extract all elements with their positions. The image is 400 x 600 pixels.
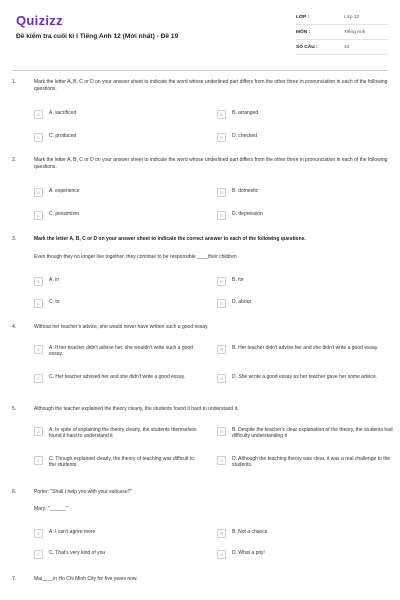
question-5 (12, 406, 393, 481)
option-text: D. What a pity! (232, 550, 265, 556)
option-letter-box: B (217, 529, 226, 538)
option-letter-box: D (217, 211, 226, 220)
option-d[interactable] (217, 456, 397, 468)
option-text: C. Though explained clearly, the theory of teaching was difficult to the students. (49, 456, 195, 468)
question-number: 7. (12, 576, 17, 582)
option-text: A. sacrificed (49, 110, 77, 116)
question-subtext: Even though they no longer live together, they continue to be responsible ____their children (34, 254, 237, 260)
option-c[interactable] (34, 299, 199, 308)
option-text: A. I can't agree more (49, 529, 96, 535)
option-text: B. Despite the teacher's clear explanation of the theory, the students had difficulty understanding it (232, 427, 393, 439)
meta-table (296, 10, 388, 55)
option-text: D. Although the teaching theory was clear, it was a real challenge to the students. (232, 456, 391, 468)
question-number: 1. (12, 79, 17, 85)
option-text: A. in (49, 277, 60, 283)
option-text: B. domestic (232, 188, 259, 194)
question-text: Mark the letter A, B, C or D on your answer sheet to indicate the correct answer to each of the following questions. (34, 236, 306, 242)
option-text: C. That's very kind of you (49, 550, 106, 556)
header-divider (12, 70, 388, 71)
question-number: 6. (12, 489, 17, 495)
option-letter-box: A (34, 345, 43, 354)
question-text: Mark the letter A, B, C or D on your answer sheet to indicate the word whose underlined part differs from the other three in pronunciation in each of the following questions. (34, 79, 388, 93)
question-text: Without her teacher's advice, she would never have written such a good essay. (34, 324, 209, 330)
option-letter-box: C (34, 211, 43, 220)
option-text: D. about (232, 299, 251, 305)
quizizz-logo: Quizizz (16, 13, 63, 28)
question-text: Porter: "Shall I help you with your suitcase?" (34, 489, 133, 495)
option-text: B. Not a chance (232, 529, 268, 535)
meta-value: 40 (344, 44, 350, 50)
meta-row-subject (296, 25, 388, 40)
option-text: C. to (49, 299, 60, 305)
option-text: B. arranged (232, 110, 259, 116)
question-text: Mark the letter A, B, C or D on your answer sheet to indicate the word whose underlined part differs from the other three in pronunciation in each of the following questions. (34, 157, 388, 171)
meta-key: MÔN : (296, 29, 311, 35)
option-a[interactable] (34, 529, 199, 538)
option-letter-box: C (34, 299, 43, 308)
option-text: C. produced (49, 133, 77, 139)
document-title: Đề kiểm tra cuối kì I Tiếng Anh 12 (Mới nhất) - Đề 19 (16, 33, 179, 40)
option-d[interactable] (217, 299, 397, 308)
option-letter-box: A (34, 529, 43, 538)
option-letter-box: C (34, 374, 43, 383)
option-text: B. Her teacher didn't advise her and she didn't write a good essay. (232, 345, 379, 351)
option-text: C. Her teacher advised her and she didn't write a good essay. (49, 374, 186, 380)
option-a[interactable] (34, 277, 199, 286)
option-letter-box: A (34, 110, 43, 119)
option-a[interactable] (34, 427, 199, 439)
question-7 (12, 576, 388, 596)
option-c[interactable] (34, 133, 199, 142)
option-letter-box: A (34, 188, 43, 197)
option-c[interactable] (34, 374, 199, 383)
option-c[interactable] (34, 550, 199, 559)
option-letter-box: A (34, 277, 43, 286)
option-letter-box: D (217, 374, 226, 383)
option-d[interactable] (217, 550, 397, 559)
question-text: Although the teacher explained the theory clearly, the students found it hard to understand it. (34, 406, 239, 412)
option-d[interactable] (217, 133, 397, 142)
meta-value: Lớp 12 (344, 14, 360, 20)
meta-value: Tiếng Anh (344, 29, 366, 35)
option-letter-box: D (217, 550, 226, 559)
option-letter-box: B (217, 277, 226, 286)
option-a[interactable] (34, 110, 199, 119)
option-letter-box: D (217, 133, 226, 142)
option-d[interactable] (217, 211, 397, 220)
option-c[interactable] (34, 211, 199, 220)
option-letter-box: C (34, 456, 43, 465)
option-text: C. pessimism (49, 211, 80, 217)
question-number: 2. (12, 157, 17, 163)
question-6 (12, 489, 388, 564)
option-c[interactable] (34, 456, 199, 468)
option-b[interactable] (217, 529, 397, 538)
meta-key: LỚP : (296, 14, 310, 20)
option-text: B. for (232, 277, 244, 283)
option-letter-box: B (217, 188, 226, 197)
option-b[interactable] (217, 110, 397, 119)
option-b[interactable] (217, 345, 397, 354)
meta-row-count (296, 40, 388, 55)
question-2 (12, 157, 388, 227)
option-letter-box: D (217, 299, 226, 308)
question-number: 4. (12, 324, 17, 330)
option-b[interactable] (217, 188, 397, 197)
option-text: D. She wrote a good essay as her teacher gave her some advice. (232, 374, 378, 380)
option-letter-box: A (34, 427, 43, 436)
option-letter-box: D (217, 456, 226, 465)
option-d[interactable] (217, 374, 397, 383)
option-text: D. depression (232, 211, 263, 217)
option-a[interactable] (34, 188, 199, 197)
option-letter-box: C (34, 550, 43, 559)
option-text: D. checked (232, 133, 258, 139)
question-number: 5. (12, 406, 17, 412)
option-text: A. In spite of explaining the theory clearly, the students themselves found it hard to understand it. (49, 427, 197, 439)
question-3 (12, 236, 388, 311)
question-text: Mai____in Ho Chi Minh City for five years now. (34, 576, 138, 582)
option-letter-box: B (217, 427, 226, 436)
question-number: 3. (12, 236, 17, 242)
option-text: A. If her teacher didn't advise her, she wouldn't write such a good essay. (49, 345, 193, 357)
meta-key: SỐ CÂU : (296, 44, 318, 50)
option-text: A. experience (49, 188, 80, 194)
option-letter-box: B (217, 345, 226, 354)
question-4 (12, 324, 388, 399)
option-a[interactable] (34, 345, 199, 357)
question-subtext: Mary: "______" (34, 506, 69, 512)
option-b[interactable] (217, 277, 397, 286)
question-1 (12, 79, 388, 149)
option-b[interactable] (217, 427, 397, 439)
option-letter-box: B (217, 110, 226, 119)
meta-row-class (296, 10, 388, 25)
option-letter-box: C (34, 133, 43, 142)
